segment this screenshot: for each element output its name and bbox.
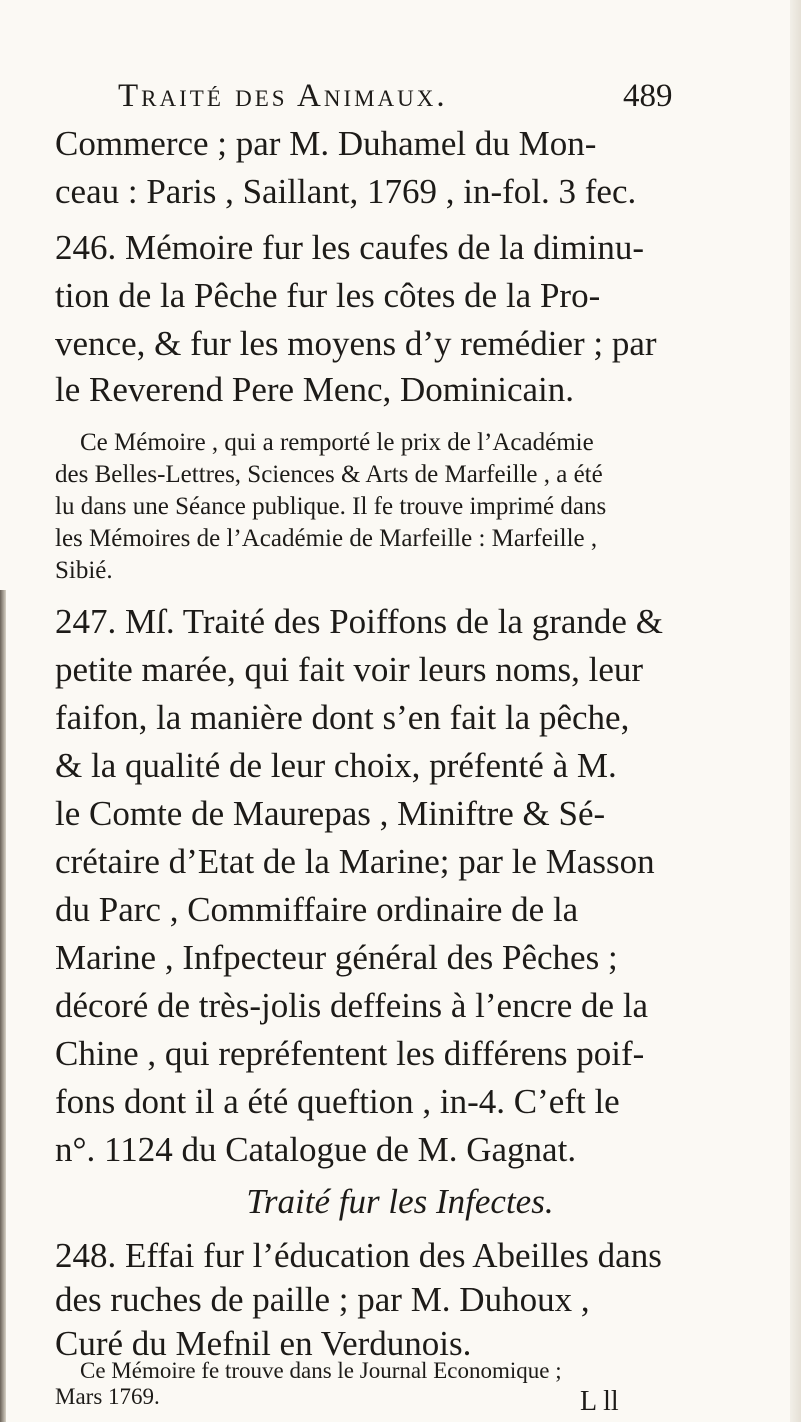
text-line: 246. Mémoire fur les caufes de la diminu- bbox=[55, 228, 644, 267]
page-right-edge bbox=[790, 0, 801, 1422]
text-line: petite marée, qui fait voir leurs noms, leur bbox=[55, 650, 644, 689]
text-line: crétaire d’Etat de la Marine; par le Masson bbox=[55, 842, 655, 881]
text-line: fons dont il a été queftion , in-4. C’eft le bbox=[55, 1082, 620, 1121]
text-line: 248. Effai fur l’éducation des Abeilles dans bbox=[55, 1236, 662, 1275]
section-subheading: Traité fur les Infectes. bbox=[246, 1182, 554, 1221]
text-line: décoré de très-jolis deffeins à l’encre de la bbox=[55, 986, 649, 1025]
text-line: du Parc , Commiffaire ordinaire de la bbox=[55, 890, 579, 929]
text-line: ceau : Paris , Saillant, 1769 , in-fol. 3 fec. bbox=[55, 172, 637, 211]
note-line: des Belles-Lettres, Sciences & Arts de Marfeille , a été bbox=[55, 461, 603, 488]
text-line: le Comte de Maurepas , Miniftre & Sé- bbox=[55, 794, 606, 833]
text-line: vence, & fur les moyens d’y remédier ; par bbox=[55, 324, 657, 363]
text-line: Chine , qui repréfentent les différens poif- bbox=[55, 1034, 645, 1073]
text-line: Marine , Infpecteur général des Pêches ; bbox=[55, 938, 618, 977]
text-line: Curé du Mefnil en Verdunois. bbox=[55, 1324, 472, 1363]
text-line: Commerce ; par M. Duhamel du Mon- bbox=[55, 124, 597, 163]
header-title: Traité des Animaux. bbox=[118, 78, 448, 114]
note-line: Ce Mémoire , qui a remporté le prix de l’Académie bbox=[80, 429, 594, 456]
note-line: les Mémoires de l’Académie de Marfeille : Marfeille , bbox=[55, 525, 598, 552]
signature-mark: L ll bbox=[580, 1386, 619, 1417]
page-binding-shadow bbox=[0, 590, 6, 1422]
text-line: 247. Mſ. Traité des Poiffons de la grande & bbox=[55, 602, 663, 641]
note-line: lu dans une Séance publique. Il fe trouve imprimé dans bbox=[55, 493, 607, 520]
text-line: faifon, la manière dont s’en fait la pêche, bbox=[55, 698, 630, 737]
running-header bbox=[118, 78, 678, 115]
page-number: 489 bbox=[623, 78, 673, 114]
text-line: le Reverend Pere Menc, Dominicain. bbox=[55, 370, 574, 409]
text-line: tion de la Pêche fur les côtes de la Pro- bbox=[55, 276, 601, 315]
text-line: & la qualité de leur choix, préfenté à M. bbox=[55, 746, 617, 785]
note-line: Sibié. bbox=[55, 557, 113, 584]
note-line: Mars 1769. bbox=[55, 1384, 160, 1409]
text-line: n°. 1124 du Catalogue de M. Gagnat. bbox=[55, 1130, 577, 1169]
note-line: Ce Mémoire fe trouve dans le Journal Economique ; bbox=[80, 1358, 562, 1383]
text-line: des ruches de paille ; par M. Duhoux , bbox=[55, 1280, 590, 1319]
